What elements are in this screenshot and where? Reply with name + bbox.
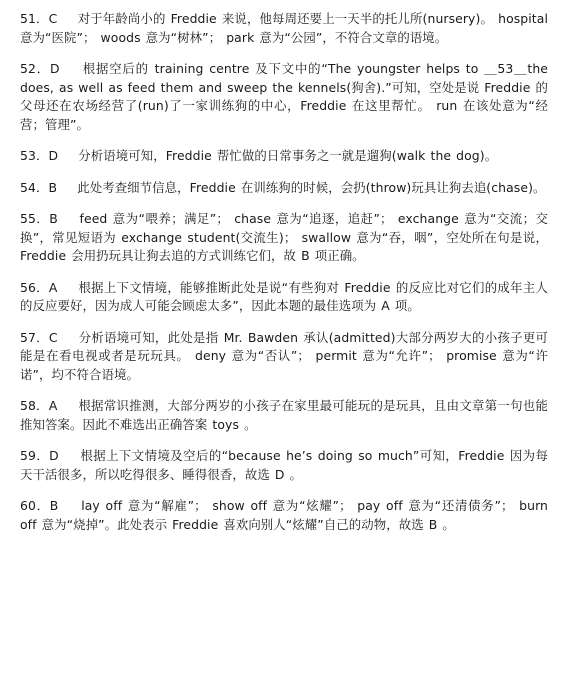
answer-explanation: 根据上下文情境，能够推断此处是说“有些狗对 Freddie 的反应比对它们的成年主人的反应要好，因为成人可能会顾虑太多”，因此本题的最佳选项为 A 项。	[20, 279, 548, 313]
answer-item-54	[20, 179, 548, 198]
answer-number: 57．C	[20, 329, 58, 345]
answer-item-51	[20, 10, 548, 47]
answer-number: 55．B	[20, 211, 58, 226]
answer-explanation: feed 意为“喂养；满足”； chase 意为“追逐，追赶”； exchange 意为“交流；交换”，常见短语为 exchange student(交流生)； swallow 意为“吞，咽”，空处所在句是说，Freddie 会用扔玩具让狗去追的方式训练它们，故 B 项正确。	[20, 211, 549, 263]
answer-item-57	[20, 329, 548, 385]
answer-explanation: 根据空后的 training centre 及下文中的“The youngster helps to ＿53＿the does, as well as feed them and sweep the kennels(狗舍).”可知，空处是说 Freddie 的父母还在农场经营了(run)了一家训练狗的中心，Freddie 在这里帮忙。 run 在该处意为“经营；管理”。	[20, 61, 548, 132]
answer-explanation: 分析语境可知，Freddie 帮忙做的日常事务之一就是遛狗(walk the dog)。	[78, 148, 498, 163]
answer-explanation: 对于年龄尚小的 Freddie 来说，他每周还要上一天半的托儿所(nursery)。 hospital 意为“医院”； woods 意为“树林”； park 意为“公园”，不符合文章的语境。	[20, 11, 549, 45]
answer-number: 51．C	[20, 11, 58, 26]
answer-explanation: 此处考查细节信息，Freddie 在训练狗的时候，会扔(throw)玩具让狗去追(chase)。	[77, 179, 546, 195]
answer-explanation: lay off 意为“解雇”； show off 意为“炫耀”； pay off 意为“还清债务”； burn off 意为“烧掉”。此处表示 Freddie 喜欢向别人“炫耀”自己的动物，故选 B 。	[20, 498, 548, 532]
answer-item-52	[20, 60, 548, 134]
answer-item-59	[20, 447, 548, 484]
answer-item-53	[20, 147, 548, 166]
answer-number: 60．B	[20, 498, 59, 513]
answer-explanation: 根据常识推测，大部分两岁的小孩子在家里最可能玩的是玩具，且由文章第一句也能推知答案。因此不难选出正确答案 toys 。	[20, 398, 548, 432]
answer-item-56	[20, 279, 548, 316]
answer-number: 59．D	[20, 448, 59, 463]
answer-item-55	[20, 210, 548, 266]
answer-explanation: 分析语境可知，此处是指 Mr. Bawden 承认(admitted)大部分两岁大的小孩子更可能是在看电视或者是玩玩具。 deny 意为“否认”； permit 意为“允许”； promise 意为“许诺”，均不符合语境。	[20, 329, 549, 382]
answer-explanation: 根据上下文情境及空后的“because he’s doing so much”可知，Freddie 因为每天干活很多，所以吃得很多、睡得很香，故选 D 。	[20, 448, 549, 482]
answer-number: 52．D	[20, 61, 60, 76]
answer-item-58	[20, 397, 548, 434]
answer-number: 54．B	[20, 179, 58, 195]
answer-number: 58．A	[20, 398, 58, 413]
answer-explanations	[20, 10, 548, 547]
answer-number: 56．A	[20, 279, 58, 295]
answer-item-60	[20, 497, 548, 534]
answer-number: 53．D	[20, 148, 59, 163]
